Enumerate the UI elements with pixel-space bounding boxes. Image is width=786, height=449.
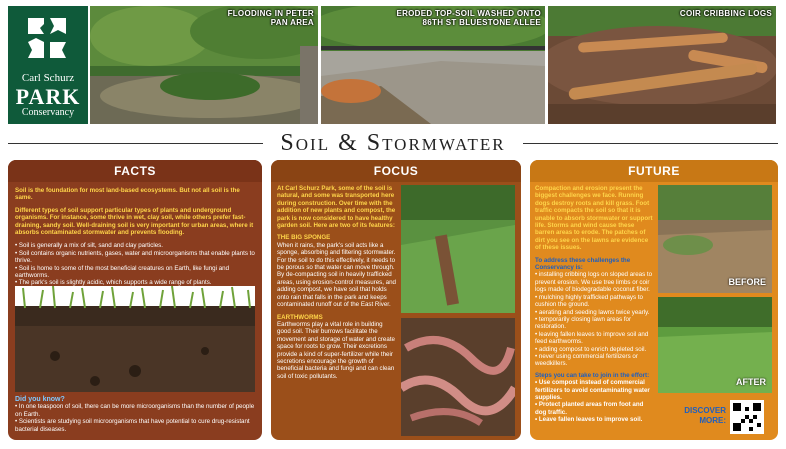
address-list — [535, 271, 655, 367]
facts-intro: Soil is the foundation for most land-based ecosystems. But not all soil is the same. — [15, 187, 240, 202]
list-item: • installing cribbing logs on sloped areas to prevent erosion. We use tree limbs or coir logs made of biodegradable coconut fiber. — [535, 271, 655, 293]
list-item: • adding compost to enrich depleted soil. — [535, 346, 655, 353]
soil-profile-photo — [15, 286, 255, 392]
did-you-know-heading: Did you know? — [15, 396, 65, 403]
lawn-slope-photo — [401, 185, 515, 313]
after-label: AFTER — [736, 377, 766, 387]
list-item: • Soil is generally a mix of silt, sand and clay particles. — [15, 242, 255, 249]
steps-heading: Steps you can take to join in the effort: — [535, 371, 650, 379]
cribbing-logs-photo — [548, 6, 776, 124]
earthworms-text: Earthworms play a vital role in building good soil. Their burrows facilitate the movement and storage of water and create space for roots to grow. Their excretions provide a kind of super-fertilizer while their secretions encourage the growth of beneficial bacteria and fungi and can clean soil of toxic pollutants. — [277, 320, 395, 380]
did-you-know-list — [15, 403, 255, 433]
list-item: • Use compost instead of commercial fertilizers to avoid contaminating water supplies. — [535, 379, 655, 401]
list-item: • Protect planted areas from foot and dog traffic. — [535, 401, 655, 416]
future-heading: FUTURE — [530, 160, 778, 182]
sponge-heading: THE BIG SPONGE — [277, 234, 331, 242]
list-item: • Leave fallen leaves to improve soil. — [535, 416, 655, 423]
before-label: BEFORE — [728, 277, 766, 287]
flooding-photo — [90, 6, 318, 124]
address-heading: To address these challenges the Conservancy is: — [535, 256, 631, 272]
oak-leaf-logo-icon — [22, 14, 72, 64]
before-photo — [658, 185, 772, 293]
steps-list — [535, 379, 655, 423]
list-item: • temporarily closing lawn areas for restoration. — [535, 316, 655, 331]
logo-line3: Conservancy — [21, 107, 75, 118]
conservancy-logo — [8, 6, 88, 124]
list-item: • never using commercial fertilizers or weedkillers. — [535, 353, 655, 368]
eroded-soil-photo — [321, 6, 545, 124]
logo-line1: Carl Schurz — [21, 72, 75, 84]
list-item: • Soil contains organic nutrients, gases, water and microorganisms that enable plants to thrive. — [15, 250, 255, 265]
focus-intro: At Carl Schurz Park, some of the soil is natural, and some was transported here during construction. Over time with the addition of new plants and compost, the park is now considered to have healthy garden soil. Here are two of its features: — [277, 185, 396, 230]
list-item: • Soil is home to some of the most beneficial creatures on Earth, like fungi and earthworms. — [15, 265, 255, 280]
future-panel — [530, 160, 778, 440]
photo-caption: ERODED TOP-SOIL WASHED ONTO 86TH ST BLUESTONE ALLEE — [396, 9, 541, 27]
discover-more-label: DISCOVER MORE: — [684, 406, 726, 425]
list-item: • mulching highly trafficked pathways to cushion the ground. — [535, 294, 655, 309]
focus-panel — [271, 160, 521, 440]
earthworms-photo — [401, 318, 515, 436]
page-title: Soil & Stormwater — [280, 130, 506, 156]
facts-panel — [8, 160, 262, 440]
facts-paragraph: Different types of soil support particular types of plants and underground organisms. For instance, some thrive in wet, clay soil, while others prefer fast-draining, sandy soil. Well-draining soil is very important for urban areas, where it absorbs contaminated stormwater and prevents flooding. — [15, 206, 254, 237]
list-item: • In one teaspoon of soil, there can be more microorganisms than the number of people on Earth. — [15, 403, 255, 418]
after-photo — [658, 297, 772, 393]
future-intro: Compaction and erosion present the biggest challenges we face. Running dogs destroy roots and kill grass. Foot traffic compacts the soil so that it is unable to absorb stormwater or support life. Storms and wind cause these barren areas to erode. The patches of dirt you see on the lawns are evidence of these issues. — [535, 185, 653, 252]
list-item: • aerating and seeding lawns twice yearly. — [535, 309, 655, 316]
sponge-text: When it rains, the park's soil acts like a sponge, absorbing and filtering stormwater. For the soil to do this effectively, it needs to be porous so that water can move through. By de-compacting soil in heavily trafficked areas, using erosion-control measures, and adding compost, we have soil that holds onto rain that falls in the park and keeps contaminated runoff out of the East River. — [277, 241, 397, 309]
focus-heading: FOCUS — [271, 160, 521, 182]
facts-heading: FACTS — [8, 160, 262, 182]
list-item: • leaving fallen leaves to improve soil and feed earthworms. — [535, 331, 655, 346]
photo-caption: FLOODING IN PETER PAN AREA — [227, 9, 314, 27]
earthworms-heading: EARTHWORMS — [277, 313, 323, 321]
photo-caption: COIR CRIBBING LOGS — [679, 9, 772, 18]
qr-code-icon[interactable] — [730, 400, 764, 434]
list-item: • The park's soil is slightly acidic, which supports a wide range of plants. — [15, 279, 255, 286]
list-item: • Scientists are studying soil microorganisms that have potential to cure drug-resistant bacterial diseases. — [15, 418, 255, 433]
facts-list — [15, 242, 255, 286]
logo-line2: PARK — [15, 84, 81, 109]
title-row — [0, 128, 786, 160]
